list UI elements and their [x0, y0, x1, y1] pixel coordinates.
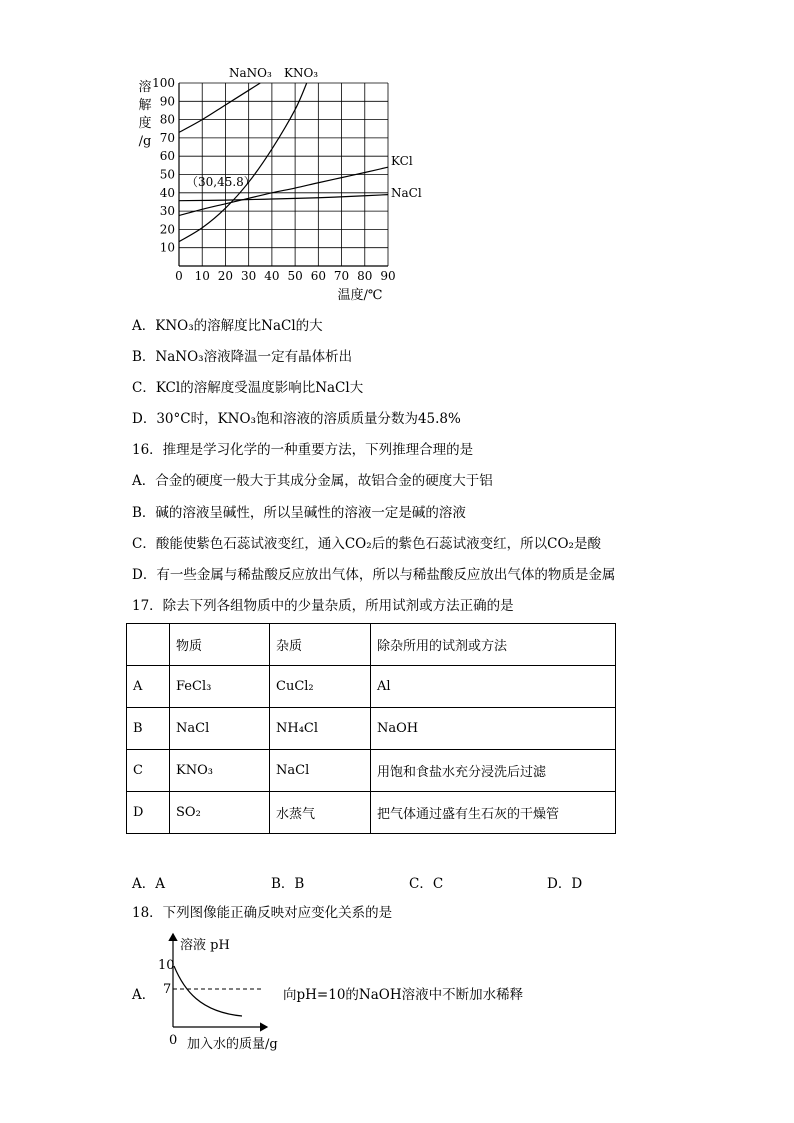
q17-option-a[interactable]: A．A	[132, 876, 165, 892]
series-label-nano3: NaNO₃	[229, 66, 272, 80]
q16-option-a[interactable]: A．合金的硬度一般大于其成分金属，故铝合金的硬度大于铝	[132, 473, 493, 489]
y-tick-label: 50	[159, 167, 175, 182]
x-axis-label: 温度/℃	[337, 288, 383, 303]
y-tick-label: 20	[159, 222, 175, 237]
q15-option-c[interactable]: C．KCl的溶解度受温度影响比NaCl大	[132, 380, 364, 396]
solubility-chart	[130, 60, 430, 310]
table-cell: NaCl	[270, 750, 371, 792]
chart-annotation: （30,45.8）	[186, 175, 256, 189]
table-row	[127, 666, 616, 708]
q17-option-d[interactable]: D．D	[547, 876, 583, 892]
x-tick-label: 70	[333, 269, 350, 283]
q18-graph-xlabel: 加入水的质量/g	[187, 1037, 278, 1052]
q15-option-b[interactable]: B．NaNO₃溶液降温一定有晶体析出	[132, 349, 353, 365]
table-cell: C	[127, 750, 170, 792]
ph-curve	[174, 966, 242, 1016]
curve-nano3	[179, 83, 260, 132]
curve-kno3	[179, 83, 307, 242]
table-cell: FeCl₃	[170, 666, 270, 708]
q17-option-c[interactable]: C．C	[409, 876, 444, 892]
q18-stem: 18．下列图像能正确反映对应变化关系的是	[132, 905, 393, 921]
series-label-nacl: NaCl	[391, 186, 422, 200]
q18-origin: 0	[169, 1033, 178, 1048]
table-cell: NaOH	[371, 708, 616, 750]
q18-tick-10: 10	[158, 958, 175, 973]
chart-curves	[179, 83, 388, 242]
table-header-row	[127, 624, 616, 666]
table-cell	[127, 624, 170, 666]
y-tick-label: 60	[159, 149, 175, 164]
q15-option-d[interactable]: D．30°C时，KNO₃饱和溶液的溶质质量分数为45.8%	[132, 411, 461, 427]
x-tick-label: 0	[175, 269, 183, 283]
y-tick-label: 90	[159, 94, 175, 109]
table-cell: 除杂所用的试剂或方法	[371, 624, 616, 666]
x-tick-label: 40	[264, 269, 280, 283]
y-axis-label: 溶	[138, 80, 152, 95]
x-tick-label: 10	[194, 269, 210, 283]
table-row	[127, 708, 616, 750]
q17-table	[126, 623, 616, 834]
table-cell: KNO₃	[170, 750, 270, 792]
x-tick-label: 80	[357, 269, 373, 283]
x-tick-label: 50	[287, 269, 303, 283]
table-cell: Al	[371, 666, 616, 708]
table-row	[127, 750, 616, 792]
y-axis-label: 解	[138, 98, 152, 113]
y-axis-label: 度	[138, 116, 152, 131]
table-cell: 水蒸气	[270, 792, 371, 834]
q15-option-a[interactable]: A．KNO₃的溶解度比NaCl的大	[132, 318, 323, 334]
table-cell: CuCl₂	[270, 666, 371, 708]
q16-stem: 16．推理是学习化学的一种重要方法，下列推理合理的是	[132, 442, 474, 458]
table-cell: 杂质	[270, 624, 371, 666]
table-cell: NaCl	[170, 708, 270, 750]
q18-tick-7: 7	[163, 982, 172, 997]
q16-option-b[interactable]: B．碱的溶液呈碱性，所以呈碱性的溶液一定是碱的溶液	[132, 505, 466, 521]
x-tick-label: 90	[380, 269, 396, 283]
table-cell: SO₂	[170, 792, 270, 834]
y-tick-label: 30	[159, 204, 175, 219]
table-cell: A	[127, 666, 170, 708]
q18-option-a-description: 向pH=10的NaOH溶液中不断加水稀释	[283, 987, 524, 1003]
table-cell: NH₄Cl	[270, 708, 371, 750]
x-tick-label: 60	[310, 269, 326, 283]
table-cell: 物质	[170, 624, 270, 666]
q17-stem: 17．除去下列各组物质中的少量杂质，所用试剂或方法正确的是	[132, 598, 514, 614]
q16-option-d[interactable]: D．有一些金属与稀盐酸反应放出气体，所以与稀盐酸反应放出气体的物质是金属	[132, 567, 616, 583]
y-tick-label: 10	[159, 240, 175, 255]
table-cell: D	[127, 792, 170, 834]
q16-option-c[interactable]: C．酸能使紫色石蕊试液变红，通入CO₂后的紫色石蕊试液变红，所以CO₂是酸	[132, 536, 601, 552]
q17-option-b[interactable]: B．B	[271, 876, 305, 892]
q18-graph-ylabel: 溶液 pH	[180, 938, 230, 953]
series-label-kcl: KCl	[391, 154, 413, 168]
table-cell: B	[127, 708, 170, 750]
series-label-kno3: KNO₃	[284, 66, 319, 80]
curve-nacl	[179, 195, 388, 201]
x-tick-label: 20	[217, 269, 234, 283]
y-tick-label: 100	[152, 76, 175, 90]
y-axis-label: /g	[138, 134, 152, 149]
table-cell: 用饱和食盐水充分浸洗后过滤	[371, 750, 616, 792]
y-tick-label: 70	[159, 130, 175, 145]
y-tick-label: 40	[159, 185, 175, 200]
x-tick-label: 30	[241, 269, 257, 283]
y-tick-label: 80	[159, 112, 175, 127]
table-row	[127, 792, 616, 834]
q18-option-a-label[interactable]: A．	[132, 987, 156, 1003]
table-cell: 把气体通过盛有生石灰的干燥管	[371, 792, 616, 834]
